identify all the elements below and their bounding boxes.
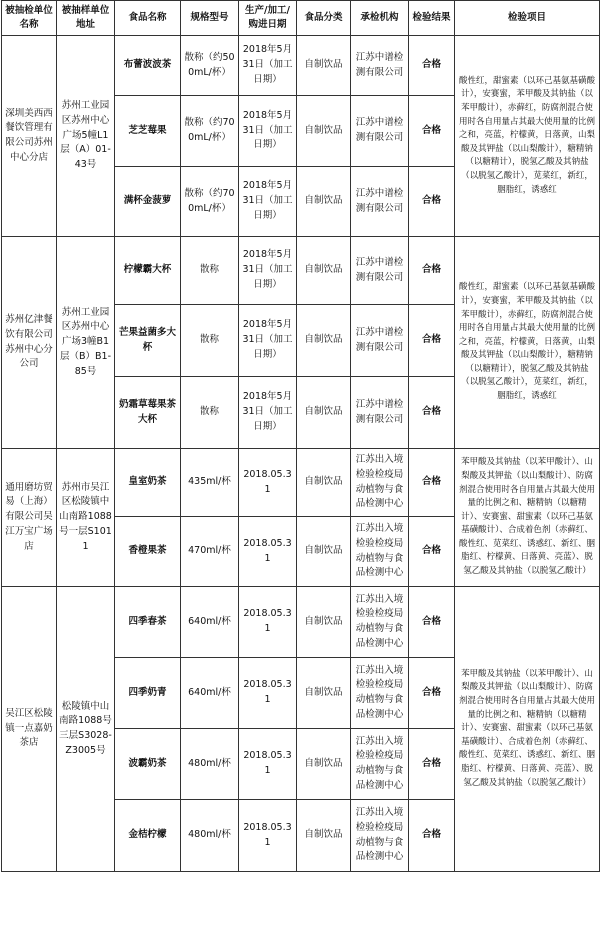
test-items: 苯甲酸及其钠盐（以苯甲酸计）、山梨酸及其钾盐（以山梨酸计）、防腐剂混合使用时各自用量占其最大使用量的比例之和、糖精钠（以糖精计）、安赛蜜、甜蜜素（以环己基氨基磺酸计）、合成着色剂（赤藓红、酸性红、苋菜红、诱惑红、新红、胭脂红、柠檬黄、日落黄、亮蓝）、脱氢乙酸及其钠盐（以脱氢乙酸计）: [455, 449, 600, 587]
spec: 散称（约700mL/杯）: [181, 167, 239, 237]
production-date: 2018年5月31日（加工日期）: [239, 36, 297, 96]
testing-lab: 江苏出入境检验检疫局动植物与食品检测中心: [351, 800, 409, 872]
food-name: 金桔柠檬: [115, 800, 181, 872]
header-category: 食品分类: [297, 1, 351, 36]
food-category: 自制饮品: [297, 800, 351, 872]
test-result: 合格: [409, 96, 455, 167]
food-name: 芒果益菌多大杯: [115, 305, 181, 377]
test-result: 合格: [409, 449, 455, 517]
test-result: 合格: [409, 305, 455, 377]
spec: 散称: [181, 377, 239, 449]
unit-name: 苏州亿津餐饮有限公司苏州中心分公司: [2, 237, 57, 449]
production-date: 2018年5月31日（加工日期）: [239, 237, 297, 305]
spec: 散称: [181, 237, 239, 305]
food-category: 自制饮品: [297, 377, 351, 449]
testing-lab: 江苏中谱检测有限公司: [351, 167, 409, 237]
food-name: 柠檬霸大杯: [115, 237, 181, 305]
unit-address: 苏州工业园区苏州中心广场5幢L1层（A）01-43号: [57, 36, 115, 237]
food-category: 自制饮品: [297, 587, 351, 658]
production-date: 2018.05.31: [239, 449, 297, 517]
food-category: 自制饮品: [297, 305, 351, 377]
test-result: 合格: [409, 800, 455, 872]
food-category: 自制饮品: [297, 96, 351, 167]
test-result: 合格: [409, 587, 455, 658]
testing-lab: 江苏中谱检测有限公司: [351, 96, 409, 167]
food-name: 皇室奶茶: [115, 449, 181, 517]
production-date: 2018年5月31日（加工日期）: [239, 377, 297, 449]
testing-lab: 江苏出入境检验检疫局动植物与食品检测中心: [351, 658, 409, 729]
unit-address: 苏州市吴江区松陵镇中山南路1088号一层S1011: [57, 449, 115, 587]
test-result: 合格: [409, 729, 455, 800]
header-spec: 规格型号: [181, 1, 239, 36]
spec: 散称: [181, 305, 239, 377]
food-category: 自制饮品: [297, 658, 351, 729]
food-category: 自制饮品: [297, 517, 351, 587]
production-date: 2018年5月31日（加工日期）: [239, 96, 297, 167]
test-result: 合格: [409, 658, 455, 729]
spec: 435ml/杯: [181, 449, 239, 517]
header-food: 食品名称: [115, 1, 181, 36]
unit-address: 松陵镇中山南路1088号三层S3028-Z3005号: [57, 587, 115, 872]
inspection-table: [1, 0, 600, 872]
food-name: 满杯金菠萝: [115, 167, 181, 237]
food-name: 芝芝莓果: [115, 96, 181, 167]
test-result: 合格: [409, 517, 455, 587]
header-date: 生产/加工/购进日期: [239, 1, 297, 36]
spec: 640ml/杯: [181, 587, 239, 658]
food-category: 自制饮品: [297, 729, 351, 800]
test-items: 苯甲酸及其钠盐（以苯甲酸计）、山梨酸及其钾盐（以山梨酸计）、防腐剂混合使用时各自用量占其最大使用量的比例之和、糖精钠（以糖精计）、安赛蜜、甜蜜素（以环己基氨基磺酸计）、合成着色剂（赤藓红、酸性红、苋菜红、诱惑红、新红、胭脂红、柠檬黄、日落黄、亮蓝）、脱氢乙酸及其钠盐（以脱氢乙酸计）: [455, 587, 600, 872]
spec: 480ml/杯: [181, 729, 239, 800]
spec: 640ml/杯: [181, 658, 239, 729]
production-date: 2018.05.31: [239, 517, 297, 587]
food-name: 香橙果茶: [115, 517, 181, 587]
production-date: 2018.05.31: [239, 658, 297, 729]
food-category: 自制饮品: [297, 449, 351, 517]
header-unit: 被抽检单位名称: [2, 1, 57, 36]
header-items: 检验项目: [455, 1, 600, 36]
production-date: 2018年5月31日（加工日期）: [239, 305, 297, 377]
food-name: 奶霜草莓果茶大杯: [115, 377, 181, 449]
unit-name: 深圳美西西餐饮管理有限公司苏州中心分店: [2, 36, 57, 237]
testing-lab: 江苏中谱检测有限公司: [351, 237, 409, 305]
test-result: 合格: [409, 237, 455, 305]
testing-lab: 江苏出入境检验检疫局动植物与食品检测中心: [351, 449, 409, 517]
table-header-row: [2, 1, 600, 36]
table-row: [2, 449, 600, 517]
unit-name: 吴江区松陵镇一点嘉奶茶店: [2, 587, 57, 872]
food-name: 布蕾波波茶: [115, 36, 181, 96]
food-name: 四季奶青: [115, 658, 181, 729]
table-row: [2, 237, 600, 305]
table-row: [2, 36, 600, 96]
testing-lab: 江苏出入境检验检疫局动植物与食品检测中心: [351, 729, 409, 800]
food-name: 四季春茶: [115, 587, 181, 658]
testing-lab: 江苏出入境检验检疫局动植物与食品检测中心: [351, 587, 409, 658]
testing-lab: 江苏中谱检测有限公司: [351, 36, 409, 96]
testing-lab: 江苏出入境检验检疫局动植物与食品检测中心: [351, 517, 409, 587]
header-lab: 承检机构: [351, 1, 409, 36]
food-category: 自制饮品: [297, 36, 351, 96]
spec: 470ml/杯: [181, 517, 239, 587]
header-address: 被抽样单位地址: [57, 1, 115, 36]
production-date: 2018.05.31: [239, 800, 297, 872]
spec: 散称（约700mL/杯）: [181, 96, 239, 167]
food-name: 波霸奶茶: [115, 729, 181, 800]
header-result: 检验结果: [409, 1, 455, 36]
test-result: 合格: [409, 167, 455, 237]
spec: 散称（约500mL/杯）: [181, 36, 239, 96]
test-items: 酸性红，甜蜜素（以环己基氨基磺酸计），安赛蜜，苯甲酸及其钠盐（以苯甲酸计），赤藓红，防腐剂混合使用时各自用量占其最大使用量的比例之和，亮蓝，柠檬黄，日落黄，山梨酸及其钾盐（以山梨酸计），糖精钠（以糖精计），脱氢乙酸及其钠盐（以脱氢乙酸计），苋菜红，新红，胭脂红，诱惑红: [455, 36, 600, 237]
test-result: 合格: [409, 36, 455, 96]
test-result: 合格: [409, 377, 455, 449]
unit-name: 通用磨坊贸易（上海）有限公司吴江万宝广场店: [2, 449, 57, 587]
spec: 480ml/杯: [181, 800, 239, 872]
testing-lab: 江苏中谱检测有限公司: [351, 377, 409, 449]
food-category: 自制饮品: [297, 167, 351, 237]
production-date: 2018年5月31日（加工日期）: [239, 167, 297, 237]
production-date: 2018.05.31: [239, 587, 297, 658]
food-category: 自制饮品: [297, 237, 351, 305]
test-items: 酸性红，甜蜜素（以环己基氨基磺酸计），安赛蜜，苯甲酸及其钠盐（以苯甲酸计），赤藓红，防腐剂混合使用时各自用量占其最大使用量的比例之和，亮蓝，柠檬黄，日落黄，山梨酸及其钾盐（以山梨酸计），糖精钠（以糖精计），脱氢乙酸及其钠盐（以脱氢乙酸计），苋菜红，新红，胭脂红，诱惑红: [455, 237, 600, 449]
testing-lab: 江苏中谱检测有限公司: [351, 305, 409, 377]
table-row: [2, 587, 600, 658]
unit-address: 苏州工业园区苏州中心广场3幢B1层（B）B1-85号: [57, 237, 115, 449]
production-date: 2018.05.31: [239, 729, 297, 800]
